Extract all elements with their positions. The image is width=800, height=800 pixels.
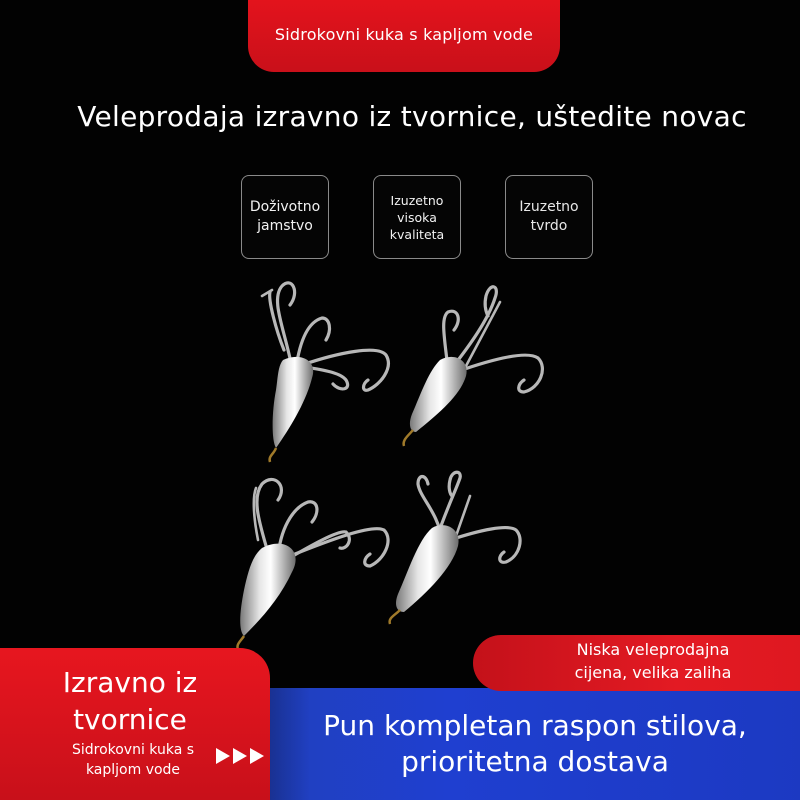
sinker-body — [404, 357, 467, 446]
promo-bottom-text: Pun kompletan raspon stilova, prioritetna dostava — [323, 709, 747, 778]
sinker-body — [270, 357, 314, 462]
sinker-body — [390, 525, 459, 624]
headline: Veleprodaja izravno iz tvornice, uštedite novac — [77, 100, 747, 133]
badge-label: Izuzetno tvrdo — [519, 199, 579, 234]
promo-right-text: Niska veleprodajna cijena, velika zaliha — [574, 640, 732, 682]
triple-arrow-right-icon — [216, 746, 268, 766]
top-tab-label: Sidrokovni kuka s kapljom vode — [274, 24, 534, 44]
promo-left-title: Izravno iz tvornice — [62, 666, 198, 736]
badge-label: Izuzetno visoka kvaliteta — [389, 192, 445, 242]
badge-label: Doživotno jamstvo — [249, 199, 321, 234]
sinker-body — [237, 544, 295, 650]
promo-left-subtitle: Sidrokovni kuka s kapljom vode — [71, 742, 195, 778]
